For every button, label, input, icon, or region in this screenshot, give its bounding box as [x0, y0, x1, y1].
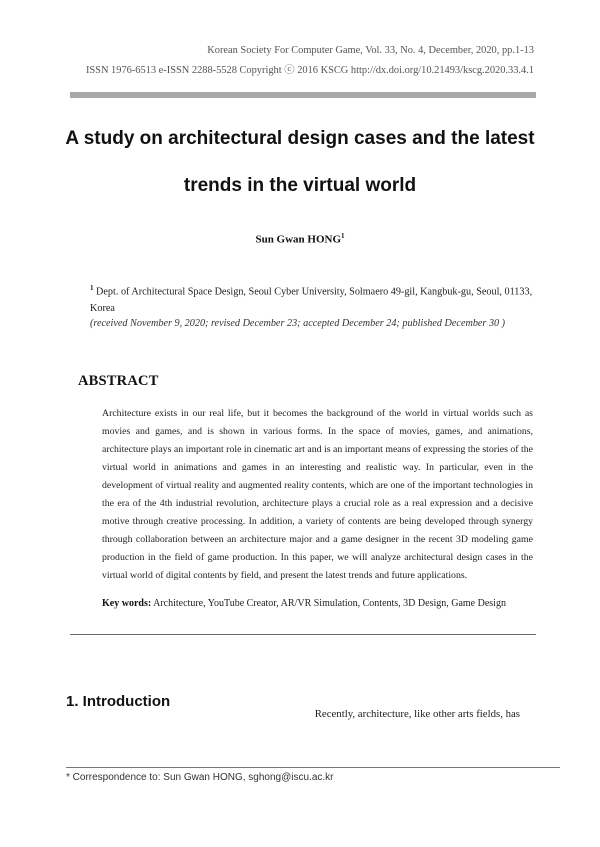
- author-name: Sun Gwan HONG: [255, 233, 342, 246]
- affiliation-text: Dept. of Architectural Space Design, Seoul Cyber University, Solmaero 49-gil, Kangbuk-gu, Seoul, 01133, Korea: [90, 286, 533, 315]
- abstract-heading: ABSTRACT: [78, 373, 159, 389]
- introduction-first-line: Recently, architecture, like other arts fields, has: [314, 708, 520, 720]
- header-divider-bar: [70, 92, 536, 98]
- issn-doi-line: ISSN 1976-6513 e-ISSN 2288-5528 Copyright ⓒ 2016 KSCG http://dx.doi.org/10.21493/kscg.2020.33.4.1: [85, 65, 534, 76]
- abstract-body: Architecture exists in our real life, but it becomes the background of the world in virtual worlds such as movies and games, and is shown in various forms. In the space of movies, games, and animations, architecture plays an important role in cinematic art and is an important means of expressing the stories of the virtual world in animations and games in an interesting and realistic way. In particular, even in the development of virtual reality and augmented reality contents, which are one of the important technologies in the era of the 4th industrial revolution, architecture plays a crucial role as a real expression and a decisive motive through creative processing. In addition, a variety of contents are being developed through synergy through collaboration between an architecture major and a game designer in the recent 3D modeling game production in the field of game production. In this paper, we will analyze architectural design cases in the virtual world of digital contents by field, and present the latest trends and future applications.: [102, 408, 533, 581]
- paper-title-line-1: A study on architectural design cases and the latest: [65, 128, 535, 149]
- footnote-divider: [66, 767, 560, 768]
- journal-header-line: Korean Society For Computer Game, Vol. 33, No. 4, December, 2020, pp.1-13: [207, 45, 534, 56]
- publication-dates: (received November 9, 2020; revised December 23; accepted December 24; published December 30 ): [90, 318, 506, 329]
- section-divider: [70, 634, 536, 635]
- keywords: [102, 598, 542, 609]
- affiliation-mark: 1: [90, 284, 94, 292]
- correspondence-footnote: * Correspondence to: Sun Gwan HONG, sghong@iscu.ac.kr: [66, 772, 334, 783]
- keywords-label: Key words:: [102, 598, 152, 609]
- author-line: [0, 232, 600, 246]
- paper-title-line-2: trends in the virtual world: [183, 175, 417, 196]
- keywords-text: Architecture, YouTube Creator, AR/VR Simulation, Contents, 3D Design, Game Design: [153, 598, 506, 609]
- author-affiliation-mark: 1: [341, 232, 345, 240]
- introduction-heading: 1. Introduction: [66, 693, 171, 710]
- affiliation: [90, 280, 540, 317]
